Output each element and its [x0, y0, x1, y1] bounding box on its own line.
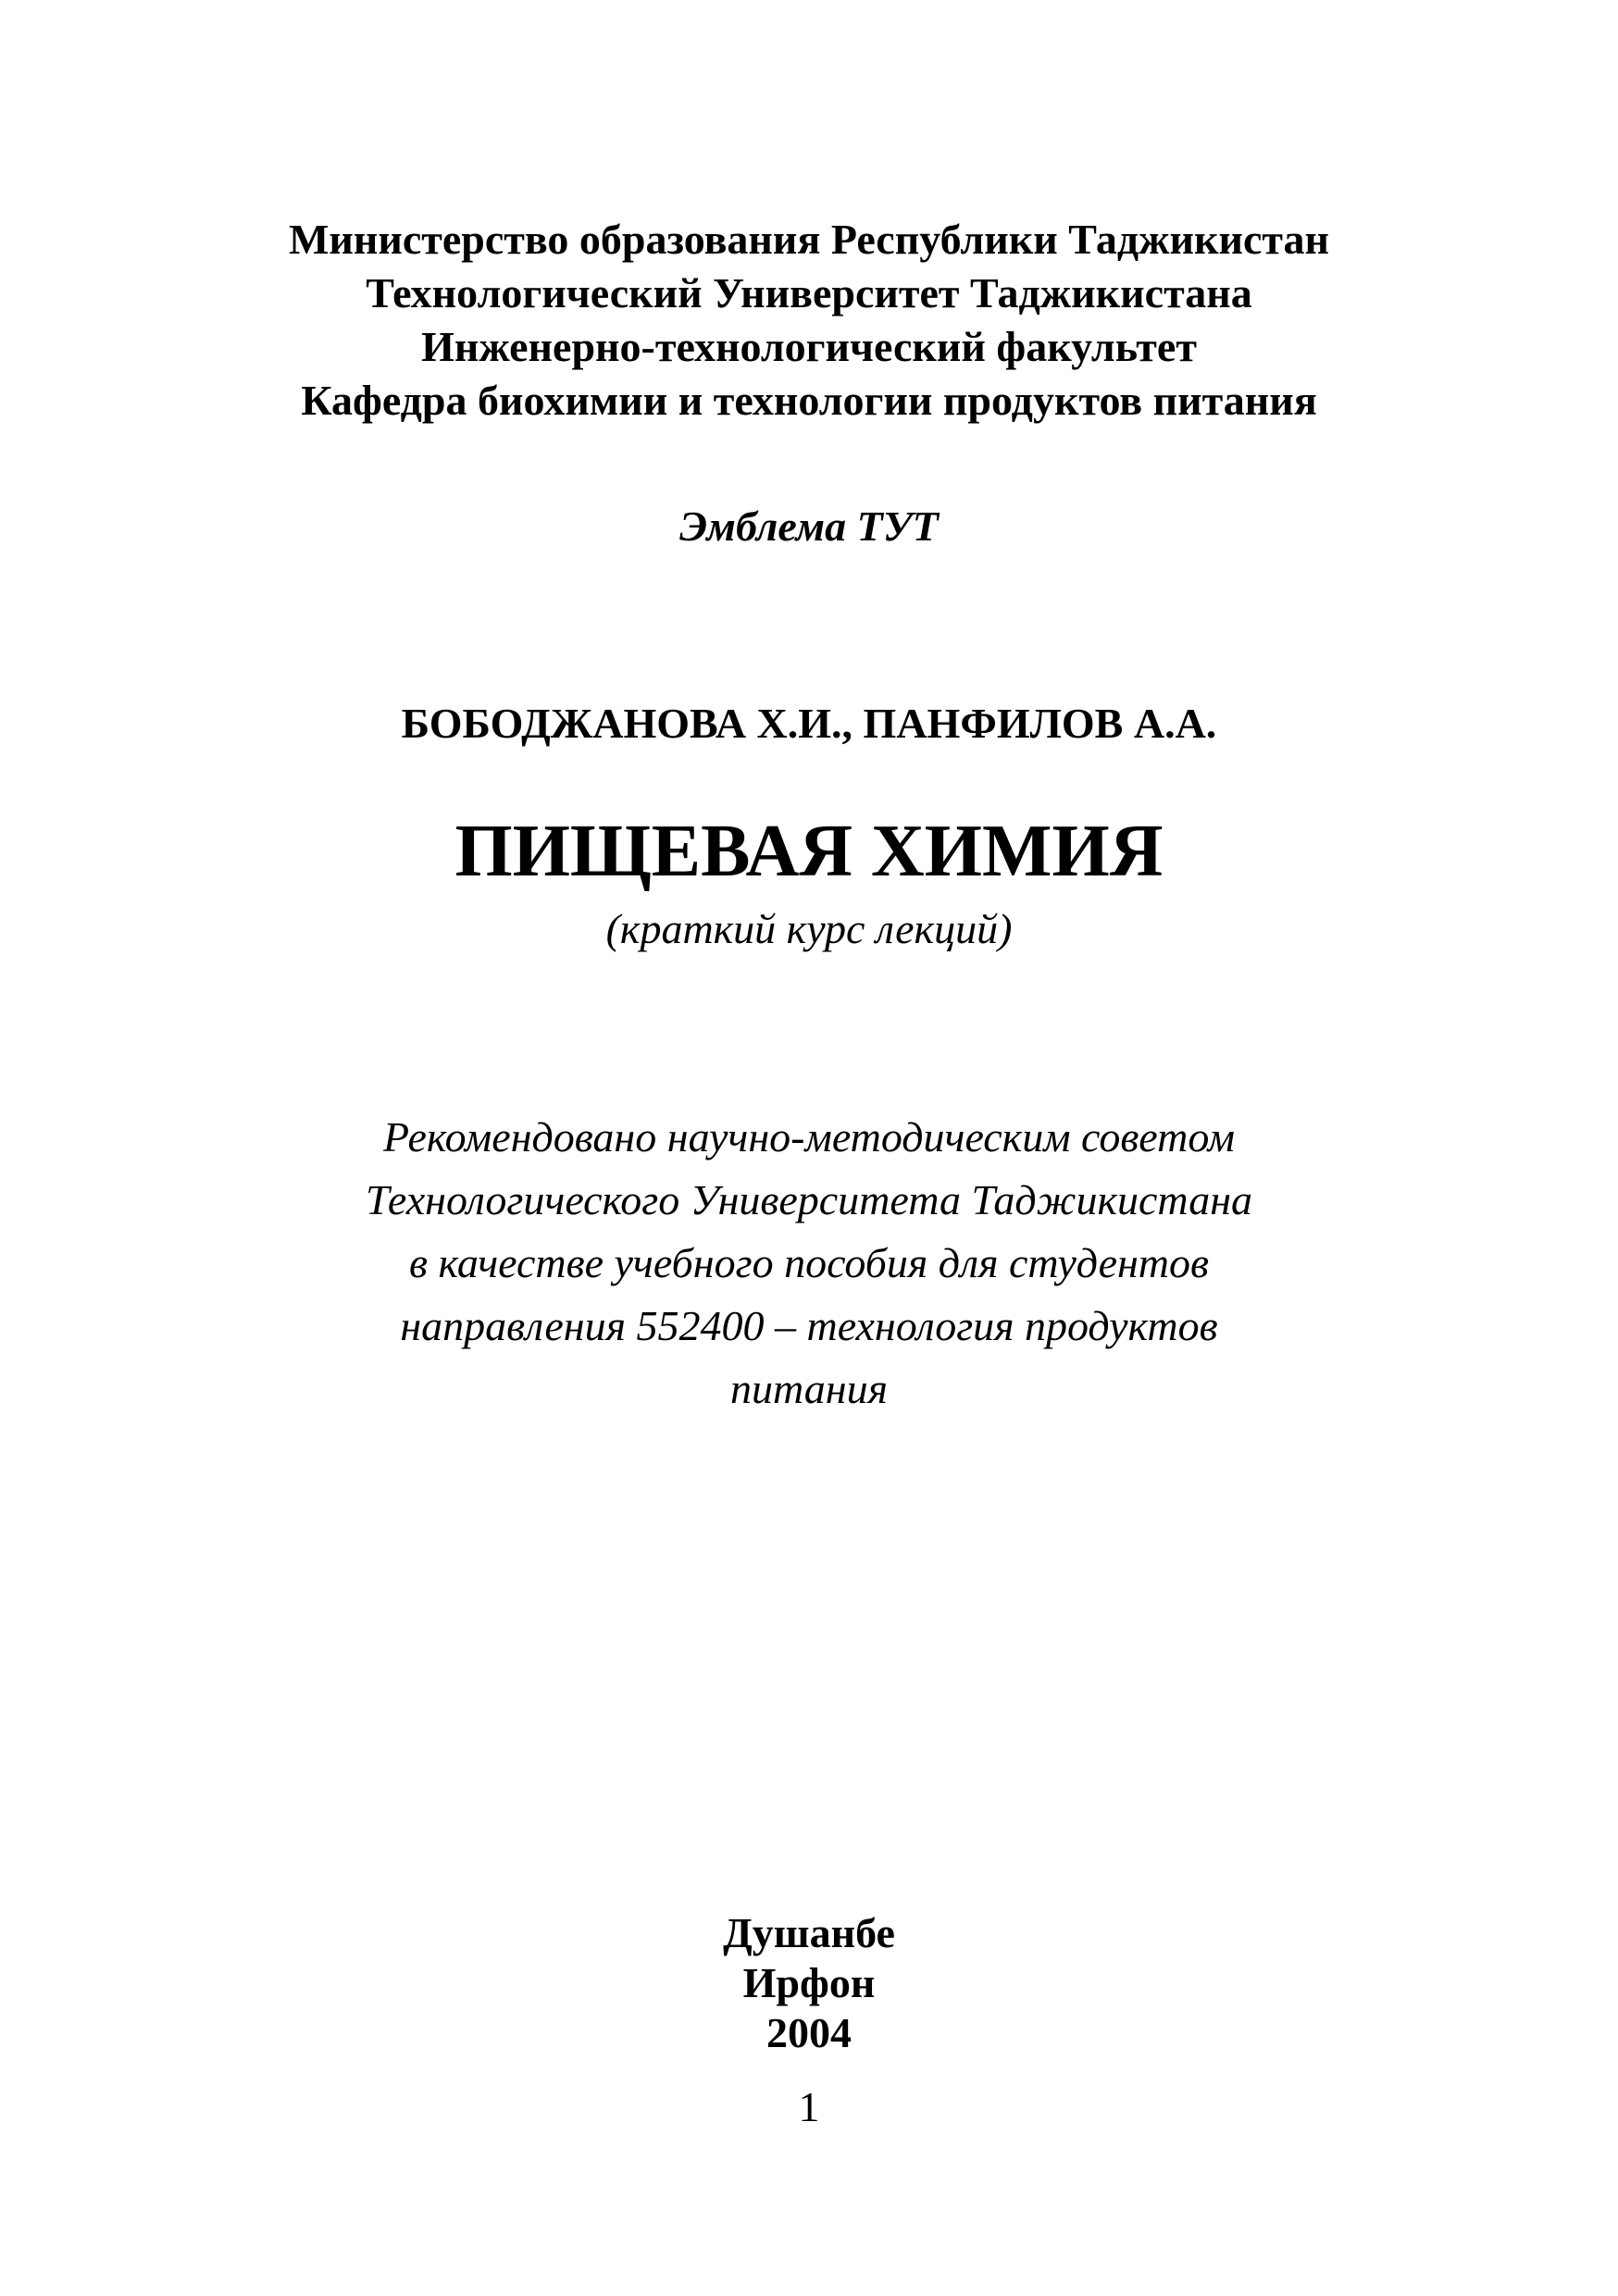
faculty-line: Инженерно-технологический факультет [421, 323, 1197, 370]
subtitle-text: (краткий курс лекций) [605, 905, 1013, 952]
recommendation-line: Рекомендовано научно-методическим советом [383, 1113, 1235, 1160]
recommendation-statement [0, 1106, 1618, 1421]
recommendation-line: питания [730, 1365, 888, 1412]
authors-line: БОБОДЖАНОВА Х.И., ПАНФИЛОВ А.А. [401, 700, 1217, 747]
imprint [0, 1908, 1618, 2058]
authors [0, 697, 1618, 751]
emblem-placeholder [0, 500, 1618, 553]
recommendation-line: в качестве учебного пособия для студентов [408, 1239, 1209, 1286]
ministry-line: Министерство образования Республики Таджикистан [288, 216, 1330, 263]
university-line: Технологический Университет Таджикистана [366, 269, 1252, 316]
imprint-city: Душанбе [723, 1909, 895, 1956]
imprint-year: 2004 [766, 2009, 852, 2056]
title-text: ПИЩЕВАЯ ХИМИЯ [454, 811, 1164, 892]
page-number-text: 1 [798, 2083, 820, 2130]
book-title [0, 807, 1618, 896]
recommendation-line: направления 552400 – технология продуктов [400, 1302, 1218, 1349]
institution-header [0, 213, 1618, 428]
emblem-text: Эмблема ТУТ [679, 503, 939, 550]
imprint-publisher: Ирфон [742, 1959, 876, 2006]
page-number [0, 2080, 1618, 2134]
recommendation-line: Технологического Университета Таджикистана [365, 1176, 1253, 1223]
book-subtitle [0, 902, 1618, 956]
department-line: Кафедра биохимии и технологии продуктов питания [301, 377, 1317, 424]
